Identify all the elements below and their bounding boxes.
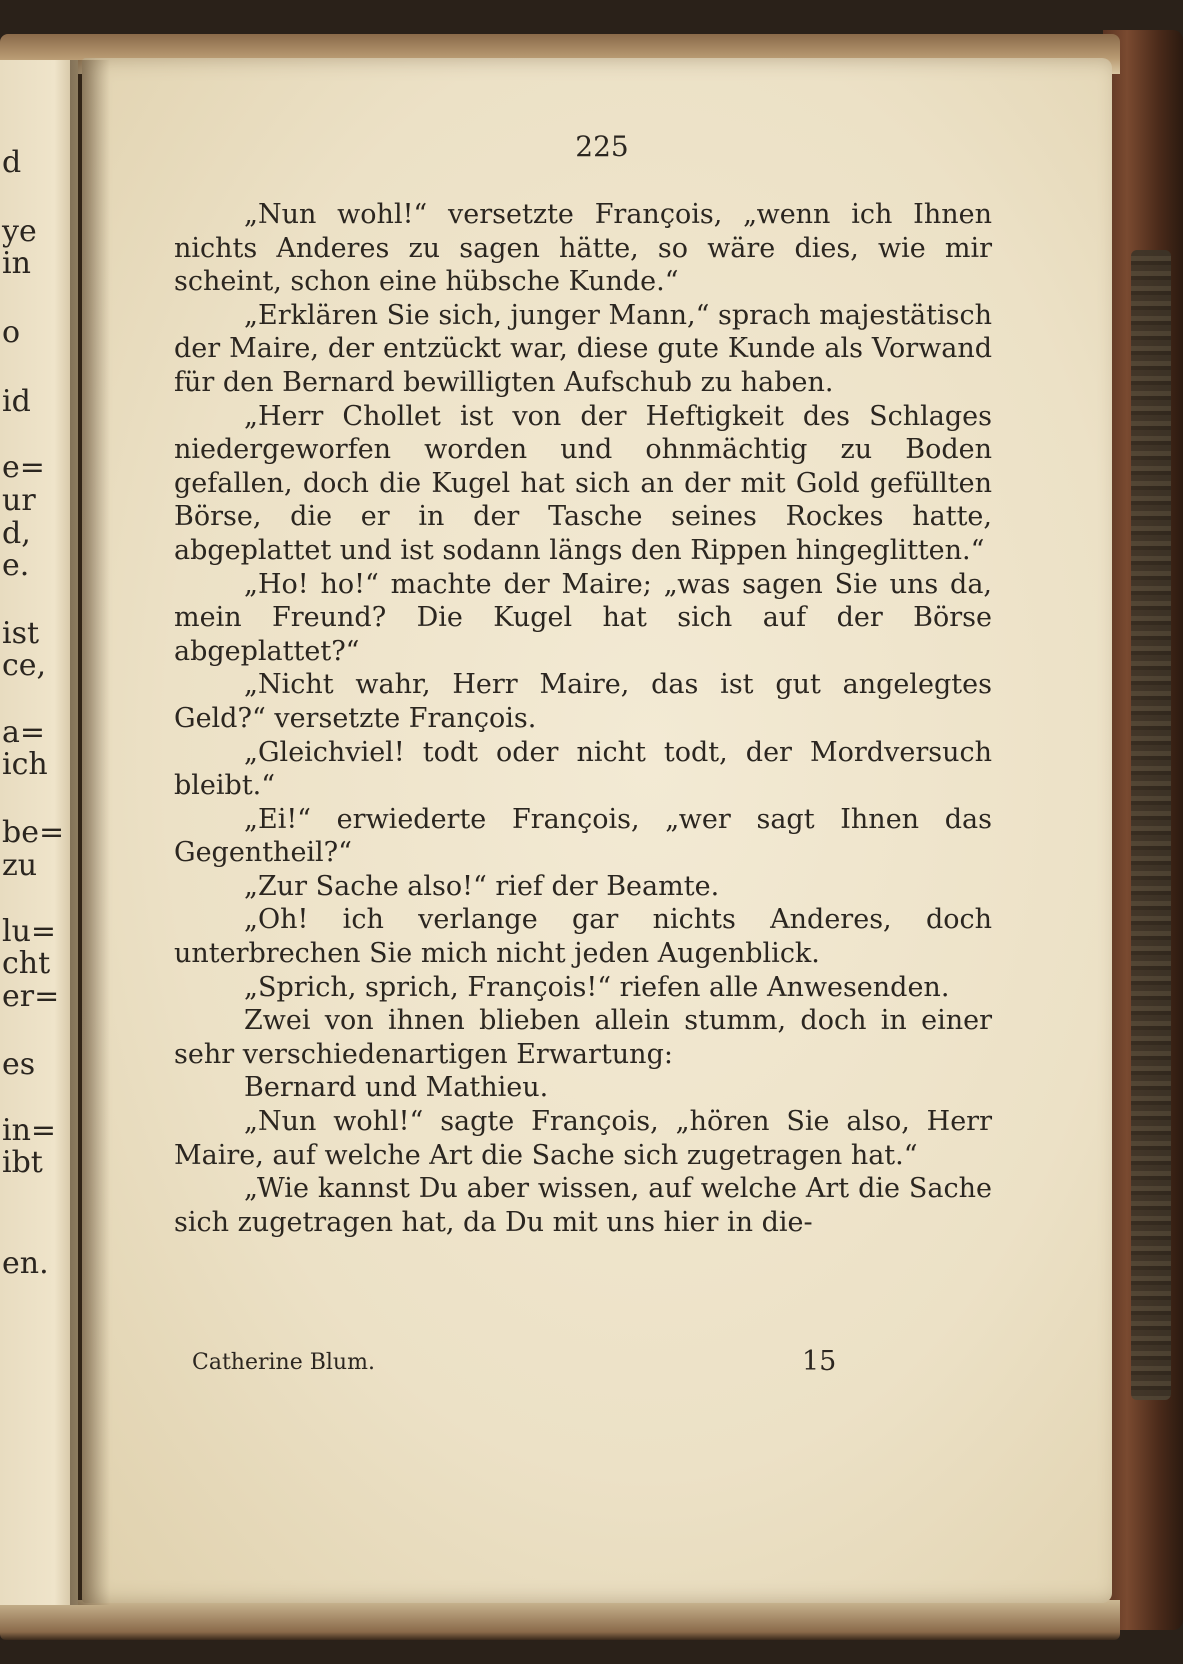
paragraph: „Oh! ich verlange gar nichts Anderes, doch unterbrechen Sie mich nicht jeden Augenblick.: [174, 904, 992, 970]
paragraph: „Zur Sache also!“ rief der Beamte.: [244, 870, 720, 902]
page-edges-bottom: [0, 1600, 1120, 1640]
left-page-fragment: a=: [2, 715, 46, 750]
left-page-fragment: id: [2, 384, 31, 419]
paragraph: Bernard und Mathieu.: [244, 1072, 549, 1104]
paragraph: „Gleichviel! todt oder nicht todt, der Mordversuch bleibt.“: [174, 736, 992, 802]
paragraph: „Wie kannst Du aber wissen, auf welche Art die Sache sich zugetragen hat, da Du mit uns hier in die-: [174, 1173, 992, 1238]
left-page-fragments: [0, 60, 78, 1605]
left-page-fragment: zu: [2, 848, 38, 883]
left-page-fragment: cht: [2, 946, 51, 981]
left-page-fragment: lu=: [2, 914, 57, 949]
paragraph: „Nicht wahr, Herr Maire, das ist gut angelegtes Geld?“ versetzte François.: [174, 669, 992, 734]
left-page-fragment: ur: [2, 483, 36, 518]
left-page-fragment: e.: [2, 548, 30, 583]
left-page-fragment: be=: [2, 815, 65, 850]
book-cover-edge: [1103, 30, 1183, 1630]
left-page-fragment: ye: [2, 214, 37, 249]
left-page-fragment: ibt: [2, 1145, 43, 1180]
left-page-fragment: in=: [2, 1113, 57, 1148]
left-page-fragment: ich: [2, 747, 48, 782]
paragraph: „Sprich, sprich, François!“ riefen alle Anwesenden.: [244, 971, 950, 1003]
paragraph: „Nun wohl!“ versetzte François, „wenn ich Ihnen nichts Anderes zu sagen hätte, so wäre dies, wie mir scheint, schon eine hübsche Kunde.“: [174, 199, 992, 298]
paragraph: „Herr Chollet ist von der Heftigkeit des Schlages niedergeworfen worden und ohnmächtig zu Boden gefallen, doch die Kugel hat sich an der mit Gold gefüllten Börse, die er in der Tasche seines Rockes hatte, abgeplattet und ist sodann längs den Rippen hingeglitten.“: [174, 400, 992, 566]
left-page-fragment: o: [2, 315, 21, 350]
left-page-fragment: es: [2, 1047, 36, 1082]
left-page-fragment: en.: [2, 1246, 49, 1281]
left-page-fragment: ist: [2, 616, 40, 651]
paragraph: „Ei!“ erwiederte François, „wer sagt Ihnen das Gegentheil?“: [174, 803, 992, 869]
body-text: [174, 198, 992, 1239]
left-page-fragment: e=: [2, 450, 45, 485]
footer-signature: Catherine Blum.: [192, 1350, 375, 1375]
left-page-fragment: d: [2, 145, 22, 180]
paragraph: „Ho! ho!“ machte der Maire; „was sagen Sie uns da, mein Freund? Die Kugel hat sich auf der Börse abgeplattet?“: [174, 568, 992, 667]
page-number: 225: [575, 130, 629, 163]
gutter-shadow: [70, 60, 110, 1605]
paragraph: „Erklären Sie sich, junger Mann,“ sprach majestätisch der Maire, der entzückt war, diese gute Kunde als Vorwand für den Bernard bewilligten Aufschub zu haben.: [174, 299, 992, 398]
left-page-fragment: er=: [2, 979, 60, 1014]
paragraph: „Nun wohl!“ sagte François, „hören Sie also, Herr Maire, auf welche Art die Sache sich zugetragen hat.“: [174, 1106, 992, 1171]
left-page-fragment: in: [2, 246, 31, 281]
left-page-fragment: ce,: [2, 648, 47, 683]
paragraph: Zwei von ihnen blieben allein stumm, doch in einer sehr verschiedenartigen Erwartung:: [174, 1005, 992, 1070]
left-page: [0, 60, 78, 1605]
right-page: [82, 58, 1112, 1603]
left-page-fragment: d,: [2, 516, 31, 551]
footer-sheet-number: 15: [802, 1346, 837, 1377]
